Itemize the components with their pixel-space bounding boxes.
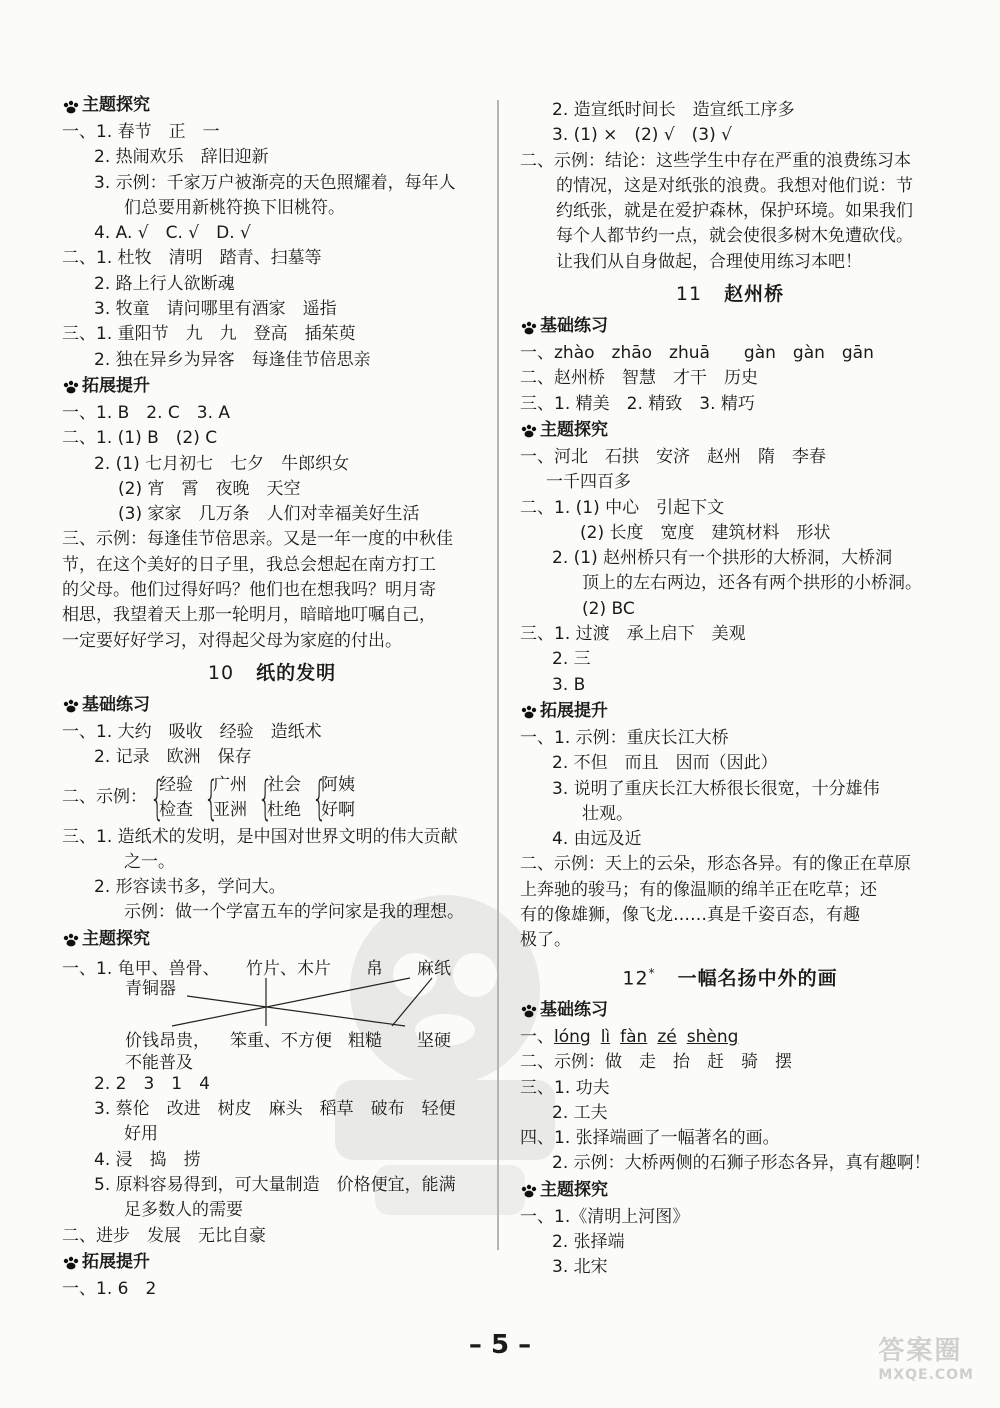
paw-icon bbox=[62, 374, 82, 401]
answer-line: 二、示例：结论：这些学生中存在严重的浪费练习本 bbox=[520, 150, 911, 171]
answer-line: 节，在这个美好的日子里，我总会想起在南方打工 bbox=[62, 554, 436, 575]
answer-line: 之一。 bbox=[124, 851, 175, 872]
answer-line: 有的像雄狮，像飞龙……真是千姿百态，有趣 bbox=[520, 905, 860, 926]
section-heading: 主题探究 bbox=[520, 417, 940, 445]
answer-line: 每个人都节约一点，就会使很多树木免遭砍伐。 bbox=[556, 226, 913, 247]
answer-line: 顶上的左右两边，还各有两个拱形的小桥洞。 bbox=[582, 573, 922, 594]
answer-line: 3. 牧童 请问哪里有酒家 遥指 bbox=[94, 299, 337, 320]
brace-pair: { 阿姨 好啊 bbox=[312, 770, 355, 825]
answer-line: 二、进步 发展 无比自豪 bbox=[62, 1225, 266, 1246]
answer-line: 2. 路上行人欲断魂 bbox=[94, 273, 235, 294]
answer-line: 让我们从自身做起，合理使用练习本吧！ bbox=[556, 251, 862, 272]
match-top-item: 竹片、木片 bbox=[246, 958, 331, 979]
brace-word: 广州 bbox=[213, 774, 247, 795]
match-bottom-item: 价钱昂贵， bbox=[125, 1030, 210, 1051]
answer-line: 足多数人的需要 bbox=[124, 1200, 243, 1221]
answer-line: 一、zhào zhāo zhuā gàn gàn gān bbox=[520, 343, 874, 364]
answer-line: 三、1. 过渡 承上启下 美观 bbox=[520, 624, 746, 645]
paw-icon bbox=[520, 1178, 540, 1205]
brace-group-line bbox=[62, 771, 482, 825]
answer-line: 壮观。 bbox=[582, 803, 633, 824]
pinyin-word: fàn bbox=[620, 1026, 648, 1047]
answer-line: 三、1. 精美 2. 精致 3. 精巧 bbox=[520, 393, 755, 414]
answer-line: 的父母。他们过得好吗？他们也在想我吗？明月寄 bbox=[62, 580, 436, 601]
answer-line: 二、1. (1) 中心 引起下文 bbox=[520, 497, 725, 518]
answer-line: 一、1. 示例：重庆长江大桥 bbox=[520, 727, 729, 748]
answer-line: 2. 记录 欧洲 保存 bbox=[94, 747, 252, 768]
answer-line: (3) 家家 几万条 人们对幸福美好生活 bbox=[118, 504, 420, 525]
brace-prefix: 二、示例： bbox=[62, 786, 147, 807]
paw-icon bbox=[520, 314, 540, 341]
match-bottom-item: 不能普及 bbox=[125, 1052, 193, 1073]
answer-line: 3. 说明了重庆长江大桥很长很宽，十分雄伟 bbox=[552, 778, 880, 799]
answer-line: 二、示例：做 走 抬 赶 骑 摆 bbox=[520, 1052, 792, 1073]
answer-line: 5. 原料容易得到，可大量制造 价格便宜，能满 bbox=[94, 1174, 456, 1195]
match-bottom-item: 笨重、不方便 bbox=[230, 1030, 332, 1051]
brace-word: 杜绝 bbox=[267, 799, 301, 820]
answer-line: 一千四百多 bbox=[546, 472, 631, 493]
answer-line: 约纸张，就是在爱护森林，保护环境。如果我们 bbox=[556, 201, 913, 222]
paw-icon bbox=[62, 93, 82, 120]
match-bottom-item: 粗糙 bbox=[348, 1030, 382, 1051]
lesson-title: 11 赵州桥 bbox=[675, 283, 785, 306]
brace-pair: { 经验 检查 bbox=[150, 770, 193, 825]
answer-line: 三、示例：每逢佳节倍思亲。又是一年一度的中秋佳 bbox=[62, 529, 453, 550]
answer-line: 2. 工夫 bbox=[552, 1102, 608, 1123]
page-number: – 5 – bbox=[468, 1330, 532, 1360]
answer-line: 3. (1) × (2) √ (3) √ bbox=[552, 125, 732, 146]
answer-line: 2. 三 bbox=[552, 649, 591, 670]
answer-line: 三、1. 功夫 bbox=[520, 1077, 610, 1098]
answer-line: 们总要用新桃符换下旧桃符。 bbox=[124, 197, 345, 218]
answer-line: 2. (1) 赵州桥只有一个拱形的大桥洞，大桥洞 bbox=[552, 548, 893, 569]
answer-line: 上奔驰的骏马；有的像温顺的绵羊正在吃草；还 bbox=[520, 879, 877, 900]
paw-icon bbox=[520, 998, 540, 1025]
answer-line: 一、1. 春节 正 一 bbox=[62, 122, 220, 142]
answer-line: 三、1. 造纸术的发明，是中国对世界文明的伟大贡献 bbox=[62, 826, 458, 847]
watermark-sub-text: MXQE.COM bbox=[878, 1367, 974, 1383]
pinyin-word: zé bbox=[657, 1026, 677, 1047]
section-heading: 主题探究 bbox=[62, 926, 482, 954]
pinyin-word: lóng bbox=[554, 1026, 591, 1047]
brace-word: 亚洲 bbox=[213, 799, 247, 820]
paw-icon bbox=[520, 418, 540, 445]
answer-line: 的情况，这是对纸张的浪费。我想对他们说：节 bbox=[556, 175, 913, 196]
match-top-item: 麻纸 bbox=[417, 958, 451, 979]
section-heading: 基础练习 bbox=[520, 313, 940, 341]
brace-pair: { 广州 亚洲 bbox=[204, 770, 247, 825]
answer-line: 4. A. √ C. √ D. √ bbox=[94, 223, 251, 244]
answer-line: 2. 不但 而且 因而（因此） bbox=[552, 753, 778, 774]
pinyin-word: lì bbox=[600, 1026, 611, 1047]
answer-line: 3. 蔡伦 改进 树皮 麻头 稻草 破布 轻便 bbox=[94, 1099, 456, 1120]
answer-line: 4. 由远及近 bbox=[552, 829, 642, 850]
answer-line: (2) BC bbox=[582, 598, 635, 619]
answer-line: 2. 张择端 bbox=[552, 1232, 625, 1253]
section-heading: 主题探究 bbox=[62, 92, 482, 120]
answer-line: 2. 热闹欢乐 辞旧迎新 bbox=[94, 147, 269, 168]
section-heading: 主题探究 bbox=[520, 1177, 940, 1205]
answer-line: 2. (1) 七月初七 七夕 牛郎织女 bbox=[94, 453, 350, 474]
paw-icon bbox=[62, 693, 82, 720]
answer-line: 一、1. 大约 吸收 经验 造纸术 bbox=[62, 721, 322, 742]
right-column bbox=[520, 98, 940, 1281]
match-top-item: 青铜器 bbox=[125, 978, 176, 999]
watermark-corner bbox=[878, 1330, 974, 1383]
matching-exercise bbox=[62, 954, 482, 1072]
column-divider bbox=[497, 100, 499, 1250]
answer-line: 四、1. 张择端画了一幅著名的画。 bbox=[520, 1128, 780, 1149]
answer-line: 相思，我望着天上那一轮明月，暗暗地叮嘱自己， bbox=[62, 605, 436, 626]
lesson-title: 12* 一幅名扬中外的画 bbox=[622, 965, 838, 989]
answer-line: 3. B bbox=[552, 674, 586, 695]
answer-line: 一、河北 石拱 安济 赵州 隋 李春 bbox=[520, 446, 826, 467]
brace-word: 检查 bbox=[159, 799, 193, 820]
left-column bbox=[62, 92, 482, 1302]
answer-line: 二、1. (1) B (2) C bbox=[62, 428, 218, 449]
brace-word: 社会 bbox=[267, 774, 301, 795]
brace-word: 阿姨 bbox=[321, 774, 355, 795]
answer-line: 一定要好好学习，对得起父母为家庭的付出。 bbox=[62, 630, 402, 651]
answer-line: 一、1. 6 2 bbox=[62, 1278, 157, 1299]
answer-line: 3. 示例：千家万户被渐亮的天色照耀着，每年人 bbox=[94, 172, 456, 193]
answer-line: (2) 宵 霄 夜晚 天空 bbox=[118, 478, 301, 499]
answer-line: 2. 独在异乡为异客 每逢佳节倍思亲 bbox=[94, 349, 371, 370]
answer-line: 2. 2 3 1 4 bbox=[94, 1073, 210, 1094]
answer-line: 示例：做一个学富五车的学问家是我的理想。 bbox=[124, 902, 464, 923]
answer-line: 4. 浸 捣 捞 bbox=[94, 1149, 201, 1170]
section-heading: 拓展提升 bbox=[62, 373, 482, 401]
answer-line: 三、1. 重阳节 九 九 登高 插茱萸 bbox=[62, 324, 356, 345]
answer-line: 一、1. B 2. C 3. A bbox=[62, 402, 231, 423]
match-top-item: 一、1. 龟甲、兽骨、 bbox=[62, 958, 220, 979]
paw-icon bbox=[520, 699, 540, 726]
section-heading: 拓展提升 bbox=[520, 698, 940, 726]
answer-line: 2. 形容读书多，学问大。 bbox=[94, 877, 286, 898]
pinyin-prefix: 一、 bbox=[520, 1026, 554, 1047]
pinyin-word: shèng bbox=[686, 1026, 739, 1047]
answer-line: (2) 长度 宽度 建筑材料 形状 bbox=[580, 522, 831, 543]
brace-word: 好啊 bbox=[321, 799, 355, 820]
paw-icon bbox=[62, 927, 82, 954]
answer-line: 一、1.《清明上河图》 bbox=[520, 1206, 690, 1227]
answer-line: 二、1. 杜牧 清明 踏青、扫墓等 bbox=[62, 248, 322, 269]
match-bottom-item: 坚硬 bbox=[417, 1030, 451, 1051]
brace-pair: { 社会 杜绝 bbox=[258, 770, 301, 825]
paw-icon bbox=[62, 1250, 82, 1277]
section-heading: 基础练习 bbox=[520, 997, 940, 1025]
section-heading: 拓展提升 bbox=[62, 1249, 482, 1277]
answer-line: 好用 bbox=[124, 1124, 158, 1145]
pinyin-line bbox=[520, 1025, 940, 1050]
answer-line: 极了。 bbox=[520, 930, 571, 951]
watermark-main-text: 答案圈 bbox=[878, 1336, 963, 1366]
answer-line: 二、赵州桥 智慧 才干 历史 bbox=[520, 368, 758, 389]
brace-word: 经验 bbox=[159, 774, 193, 795]
answer-line: 2. 示例：大桥两侧的石狮子形态各异，真有趣啊！ bbox=[552, 1153, 931, 1174]
answer-line: 2. 造宣纸时间长 造宣纸工序多 bbox=[552, 100, 795, 120]
section-heading: 基础练习 bbox=[62, 692, 482, 720]
answer-line: 3. 北宋 bbox=[552, 1257, 608, 1278]
lesson-title: 10 纸的发明 bbox=[207, 661, 337, 684]
answer-line: 二、示例：天上的云朵，形态各异。有的像正在草原 bbox=[520, 854, 911, 875]
match-top-item: 帛 bbox=[366, 958, 383, 979]
